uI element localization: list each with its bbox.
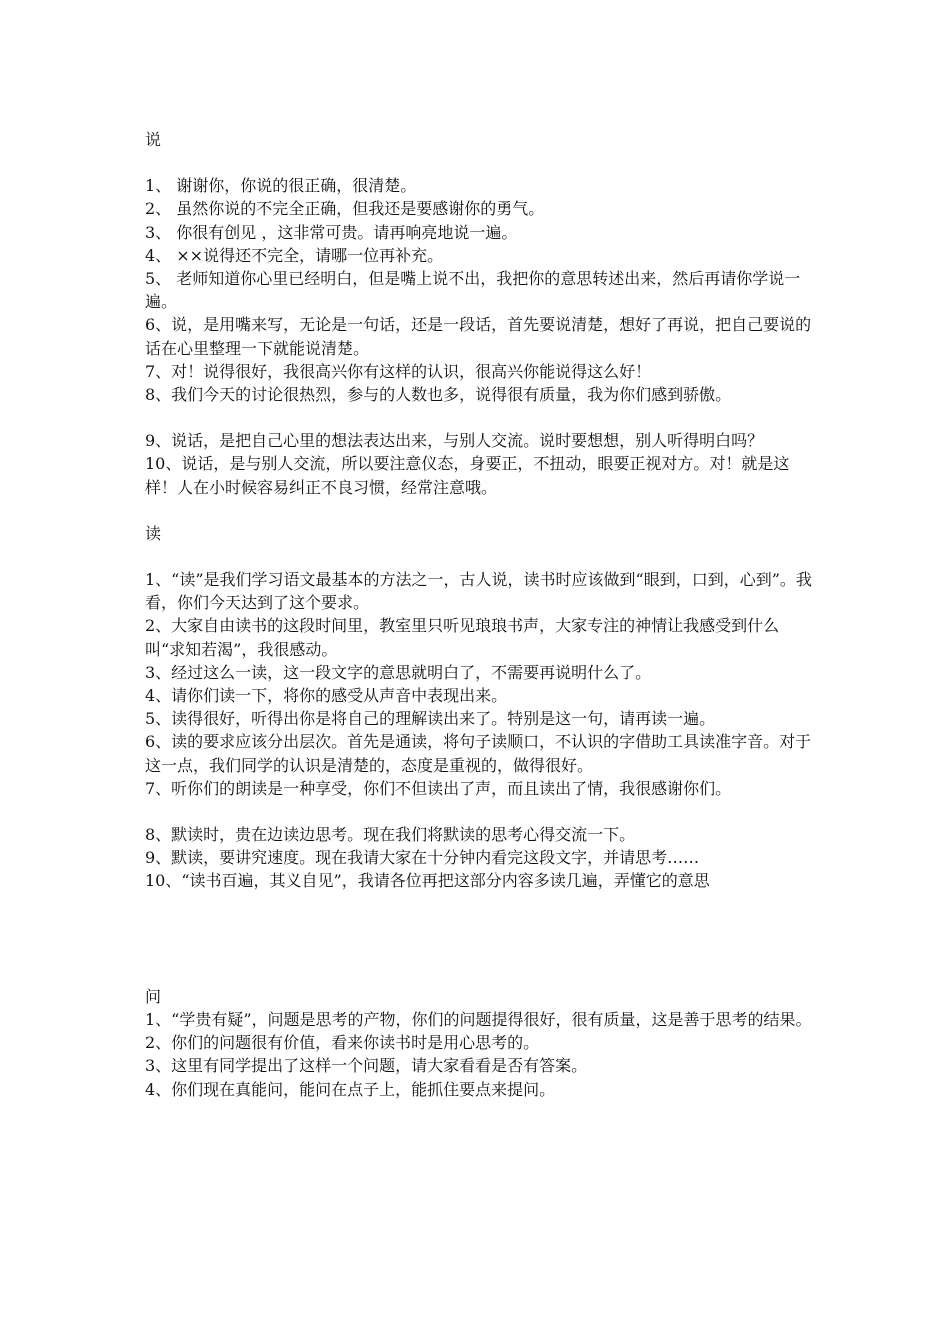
speak-item-2: 2、 虽然你说的不完全正确，但我还是要感谢你的勇气。 [145, 199, 545, 219]
read-item-7: 7、听你们的朗读是一种享受，你们不但读出了声，而且读出了情，我很感谢你们。 [145, 778, 732, 798]
speak-item-9: 9、说话，是把自己心里的想法表达出来，与别人交流。说时要想想，别人听得明白吗？ [145, 431, 764, 451]
read-item-6: 6、读的要求应该分出层次。首先是通读，将句子读顺口，不认识的字借助工具读准字音。对于这一点，我们同学的认识是清楚的，态度是重视的，做得很好。 [145, 732, 812, 775]
read-item-4: 4、请你们读一下，将你的感受从声音中表现出来。 [145, 686, 508, 706]
ask-item-1: 1、“学贵有疑”，问题是思考的产物，你们的问题提得很好，很有质量，这是善于思考的结果。 [145, 1009, 812, 1029]
section-heading-speak: 说 [145, 130, 162, 149]
speak-item-1: 1、 谢谢你，你说的很正确，很清楚。 [145, 176, 417, 196]
read-item-10: 10、“读书百遍，其义自见”，我请各位再把这部分内容多读几遍，弄懂它的意思 [145, 871, 710, 891]
speak-item-3: 3、 你很有创见 ，这非常可贵。请再响亮地说一遍。 [145, 222, 518, 242]
read-item-8: 8、默读时，贵在边读边思考。现在我们将默读的思考心得交流一下。 [145, 825, 636, 845]
speak-item-8: 8、我们今天的讨论很热烈，参与的人数也多，说得很有质量，我为你们感到骄傲。 [145, 385, 732, 405]
read-item-9: 9、默读，要讲究速度。现在我请大家在十分钟内看完这段文字，并请思考…… [145, 848, 700, 868]
ask-item-4: 4、你们现在真能问，能问在点子上，能抓住要点来提问。 [145, 1079, 556, 1099]
read-item-5: 5、读得很好，听得出你是将自己的理解读出来了。特别是这一句，请再读一遍。 [145, 709, 716, 729]
ask-item-3: 3、这里有同学提出了这样一个问题，请大家看看是否有答案。 [145, 1056, 588, 1076]
section-heading-read: 读 [145, 523, 162, 543]
document-body [145, 128, 815, 1101]
speak-item-6: 6、说，是用嘴来写，无论是一句话，还是一段话，首先要说清楚，想好了再说，把自己要说的话在心里整理一下就能说清楚。 [145, 315, 812, 358]
speak-item-10: 10、说话，是与别人交流，所以要注意仪态，身要正，不扭动，眼要正视对方。对！就是这样！人在小时候容易纠正不良习惯，经常注意哦。 [145, 454, 790, 497]
ask-item-2: 2、你们的问题很有价值，看来你读书时是用心思考的。 [145, 1033, 540, 1053]
read-item-3: 3、经过这么一读，这一段文字的意思就明白了，不需要再说明什么了。 [145, 662, 652, 682]
speak-item-4: 4、 ××说得还不完全，请哪一位再补充。 [145, 245, 444, 265]
speak-item-5: 5、 老师知道你心里已经明白，但是嘴上说不出，我把你的意思转述出来，然后再请你学说一遍。 [145, 269, 801, 312]
section-heading-ask: 问 [145, 986, 162, 1006]
speak-item-7: 7、对！说得很好，我很高兴你有这样的认识，很高兴你能说得这么好！ [145, 361, 652, 381]
read-item-2: 2、大家自由读书的这段时间里，教室里只听见琅琅书声，大家专注的神情让我感受到什么叫“求知若渴”，我很感动。 [145, 616, 780, 659]
read-item-1: 1、“读”是我们学习语文最基本的方法之一，古人说，读书时应该做到“眼到，口到，心到”。我看，你们今天达到了这个要求。 [145, 570, 812, 613]
